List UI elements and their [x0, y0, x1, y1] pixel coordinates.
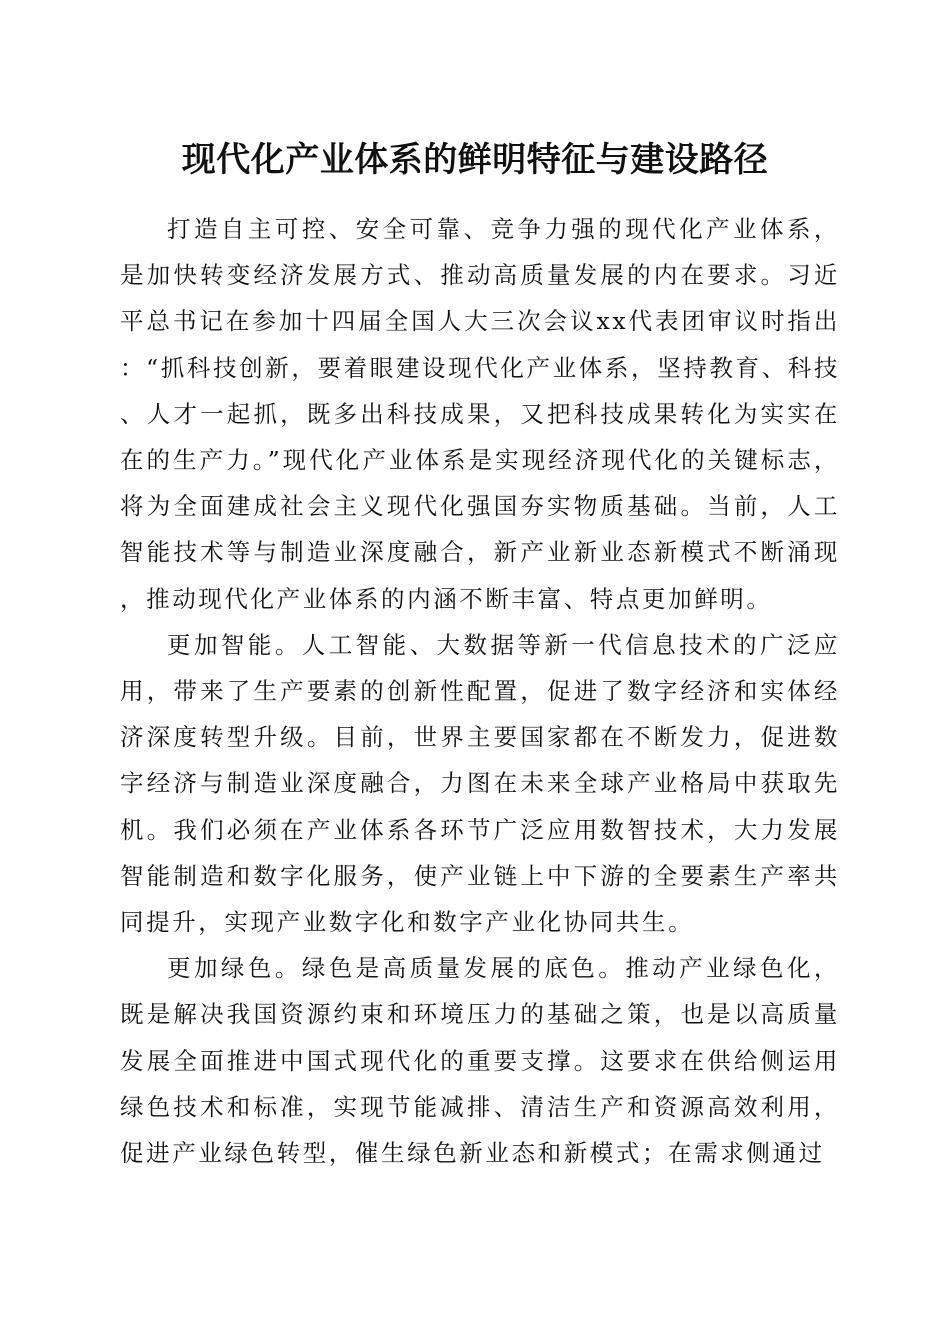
paragraph-smarter: 更加智能。人工智能、大数据等新一代信息技术的广泛应用，带来了生产要素的创新性配置，促进了数字经济和实体经济深度转型升级。目前，世界主要国家都在不断发力，促进数字经济与制造业深度融合，力图在未来全球产业格局中获取先机。我们必须在产业体系各环节广泛应用数智技术，大力发展智能制造和数字化服务，使产业链上中下游的全要素生产率共同提升，实现产业数字化和数字产业化协同共生。	[120, 630, 840, 937]
document-title: 现代化产业体系的鲜明特征与建设路径	[181, 140, 769, 180]
document-body	[120, 206, 840, 1176]
paragraph-greener: 更加绿色。绿色是高质量发展的底色。推动产业绿色化，既是解决我国资源约束和环境压力的基础之策，也是以高质量发展全面推进中国式现代化的重要支撑。这要求在供给侧运用绿色技术和标准，实现节能减排、清洁生产和资源高效利用，促进产业绿色转型，催生绿色新业态和新模式；在需求侧通过	[120, 954, 840, 1168]
paragraph-intro: 打造自主可控、安全可靠、竞争力强的现代化产业体系，是加快转变经济发展方式、推动高质量发展的内在要求。习近平总书记在参加十四届全国人大三次会议xx代表团审议时指出：“抓科技创新，要着眼建设现代化产业体系，坚持教育、科技、人才一起抓，既多出科技成果，又把科技成果转化为实实在在的生产力。”现代化产业体系是实现经济现代化的关键标志，将为全面建成社会主义现代化强国夯实物质基础。当前，人工智能技术等与制造业深度融合，新产业新业态新模式不断涌现，推动现代化产业体系的内涵不断丰富、特点更加鲜明。	[120, 215, 840, 613]
